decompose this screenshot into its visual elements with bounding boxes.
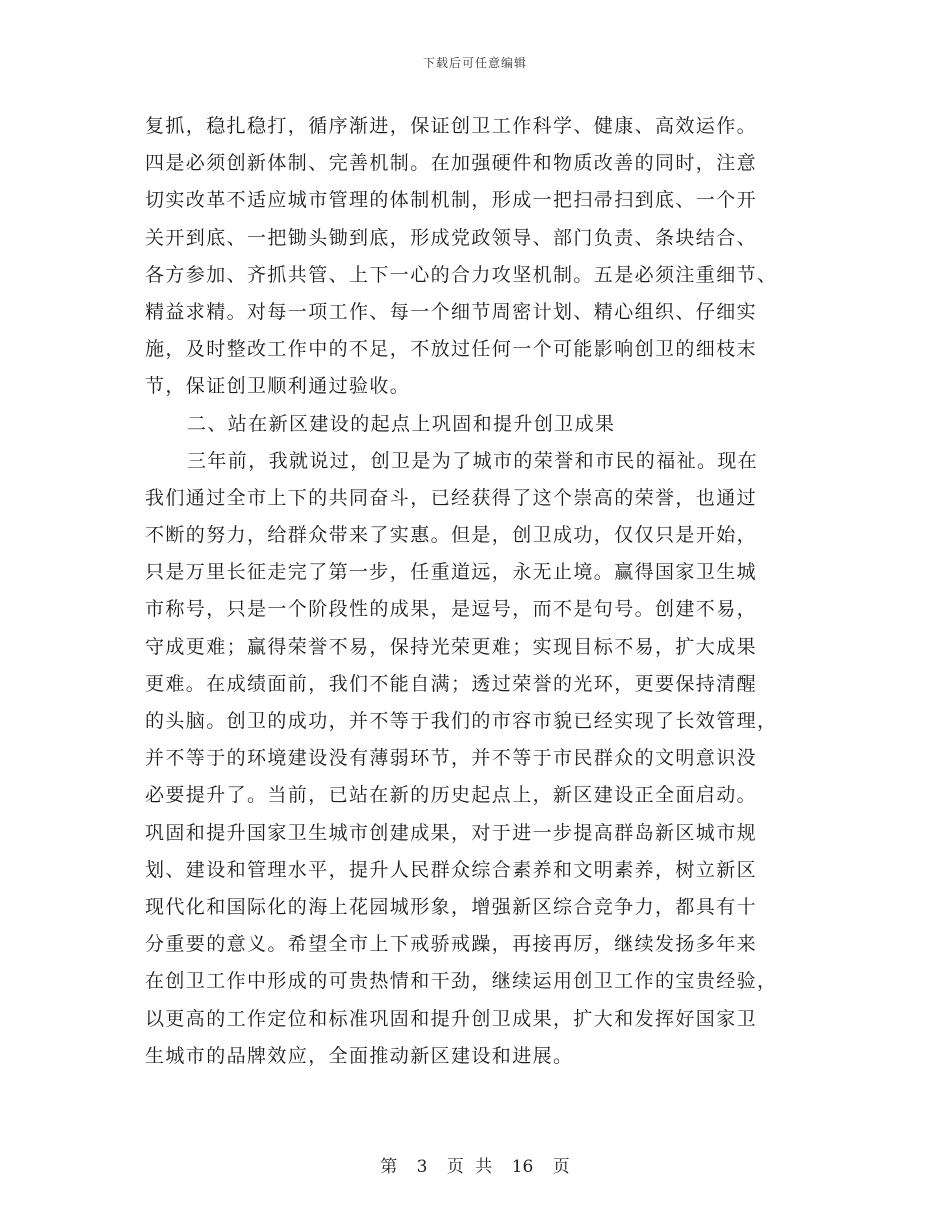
text-line: 四是必须创新体制、完善机制。在加强硬件和物质改善的同时，注意 <box>145 152 758 175</box>
text-line: 我们通过全市上下的共同奋斗，已经获得了这个崇高的荣誉，也通过 <box>145 486 758 509</box>
text-line: 不断的努力，给群众带来了实惠。但是，创卫成功，仅仅只是开始， <box>145 524 758 547</box>
text-line: 必要提升了。当前，已站在新的历史起点上，新区建设正全面启动。 <box>145 784 758 807</box>
text-line: 更难。在成绩面前，我们不能自满；透过荣誉的光环，更要保持清醒 <box>145 672 758 695</box>
text-line: 三年前，我就说过，创卫是为了城市的荣誉和市民的福祉。现在 <box>187 449 759 472</box>
text-line: 施，及时整改工作中的不足，不放过任何一个可能影响创卫的细枝末 <box>145 338 758 361</box>
text-line: 在创卫工作中形成的可贵热情和干劲，继续运用创卫工作的宝贵经验， <box>145 970 778 993</box>
total-page-count: 16 <box>511 1157 534 1177</box>
text-line: 节，保证创卫顺利通过验收。 <box>145 375 411 398</box>
text-line: 并不等于的环境建设没有薄弱环节，并不等于市民群众的文明意识没 <box>145 747 758 770</box>
text-line: 守成更难；赢得荣誉不易，保持光荣更难；实现目标不易，扩大成果 <box>145 635 758 658</box>
page-number-footer <box>0 1152 950 1177</box>
page-header: 下载后可任意编辑 <box>422 56 527 70</box>
text-line: 市称号，只是一个阶段性的成果，是逗号，而不是句号。创建不易， <box>145 598 758 621</box>
document-body <box>145 108 815 1075</box>
text-line: 的头脑。创卫的成功，并不等于我们的市容市貌已经实现了长效管理， <box>145 710 778 732</box>
text-line: 以更高的工作定位和标准巩固和提升创卫成果，扩大和发挥好国家卫 <box>145 1007 758 1030</box>
text-line: 切实改革不适应城市管理的体制机制，形成一把扫帚扫到底、一个开 <box>145 189 758 212</box>
text-line: 只是万里长征走完了第一步，任重道远，永无止境。赢得国家卫生城 <box>145 561 758 584</box>
text-line: 现代化和国际化的海上花园城形象，增强新区综合竞争力，都具有十 <box>145 895 758 918</box>
text-line: 复抓，稳扎稳打，循序渐进，保证创卫工作科学、健康、高效运作。 <box>145 115 758 137</box>
footer-prefix: 第 <box>380 1157 398 1177</box>
text-line: 分重要的意义。希望全市上下戒骄戒躁，再接再厉，继续发扬多年来 <box>145 933 758 956</box>
current-page-number: 3 <box>416 1157 428 1177</box>
footer-suffix: 页 <box>552 1157 570 1177</box>
text-line: 巩固和提升国家卫生城市创建成果，对于进一步提高群岛新区城市规 <box>145 821 758 844</box>
text-line: 各方参加、齐抓共管、上下一心的合力攻坚机制。五是必须注重细节、 <box>145 263 778 286</box>
text-line: 生城市的品牌效应，全面推动新区建设和进展。 <box>145 1044 574 1067</box>
text-line: 精益求精。对每一项工作、每一个细节周密计划、精心组织、仔细实 <box>145 300 758 323</box>
text-line: 关开到底、一把锄头锄到底，形成党政领导、部门负责、条块结合、 <box>145 226 758 249</box>
footer-middle: 页 共 <box>446 1157 493 1177</box>
text-line: 划、建设和管理水平，提升人民群众综合素养和文明素养，树立新区 <box>145 858 758 881</box>
text-line: 二、站在新区建设的起点上巩固和提升创卫成果 <box>187 412 616 435</box>
